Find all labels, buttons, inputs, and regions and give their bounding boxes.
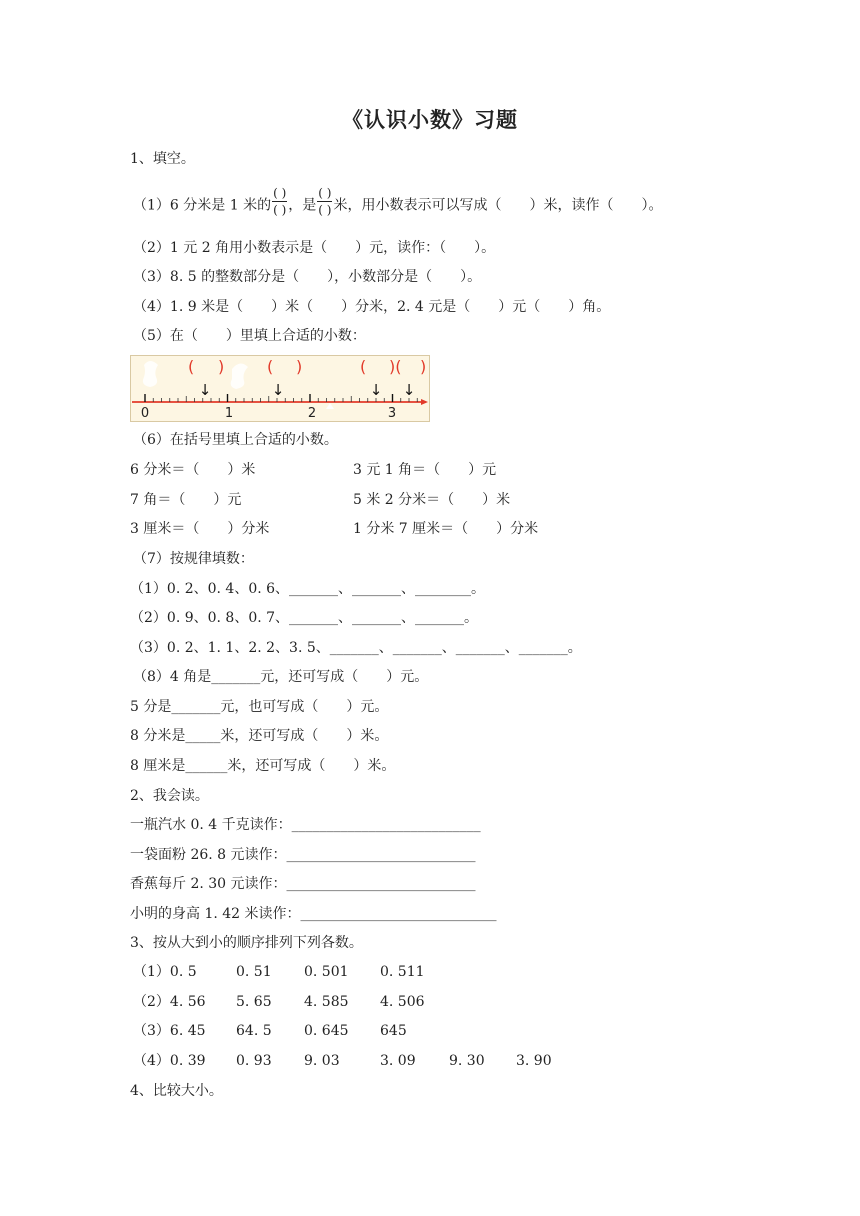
order-row-1-item-4: 0. 511 (380, 964, 425, 980)
question-1-2: （2）1 元 2 角用小数表示是（ ）元，读作：（ ）。 (133, 240, 496, 256)
order-row-3-item-3: 0. 645 (304, 1023, 349, 1039)
answer-paren-open-3: ( (360, 357, 367, 376)
answer-paren-open-1: ( (188, 357, 195, 376)
order-row-4-item-2: 0. 93 (236, 1053, 272, 1069)
fraction-2-numerator: ( ) (318, 186, 332, 200)
q6-row-3-left: 3 厘米＝（ ）分米 (130, 521, 270, 537)
arrow-1: ↓ (198, 381, 212, 399)
order-row-1-item-1: （1）0. 5 (133, 964, 197, 980)
q6-row-1-left: 6 分米＝（ ）米 (130, 462, 256, 478)
arrow-4: ↓ (402, 381, 416, 399)
section-3-heading: 3、按从大到小的顺序排列下列各数。 (130, 935, 363, 951)
q8-line-1: 5 分是_______元，也可写成（ ）元。 (130, 699, 389, 715)
order-row-4-item-3: 9. 03 (304, 1053, 340, 1069)
tick-label-0: 0 (140, 406, 150, 421)
q1-text-a: （1）6 分米是 1 米的 (133, 197, 272, 214)
answer-paren-close-open-34: )( (389, 357, 402, 376)
question-1-1 (133, 186, 663, 217)
section-1-heading: 1、填空。 (130, 151, 195, 167)
q8-line-2: 8 分米是_____米，还可写成（ ）米。 (130, 728, 389, 744)
order-row-4-item-5: 9. 30 (449, 1053, 485, 1069)
q8-line-3: 8 厘米是______米，还可写成（ ）米。 (130, 758, 396, 774)
q6-row-2-left: 7 角＝（ ）元 (130, 492, 242, 508)
page-title: 《认识小数》习题 (342, 108, 518, 132)
fraction-1-denominator: ( ) (273, 203, 287, 217)
fraction-2-denominator: ( ) (318, 203, 332, 217)
tick-label-3: 3 (387, 406, 397, 421)
order-row-2-item-4: 4. 506 (380, 994, 425, 1010)
q1-text-b: ，是 (288, 197, 317, 214)
q6-row-2-right: 5 米 2 分米＝（ ）米 (353, 492, 511, 508)
tick-label-1: 1 (224, 406, 234, 421)
q1-text-c: 米，用小数表示可以写成（ ）米，读作（ ）。 (333, 197, 663, 214)
q7-sequence-3: （3）0. 2、1. 1、2. 2、3. 5、_______、_______、_______、_______。 (130, 640, 582, 656)
arrow-2: ↓ (271, 381, 285, 399)
order-row-2-item-1: （2）4. 56 (133, 994, 206, 1010)
order-row-1-item-3: 0. 501 (304, 964, 349, 980)
question-1-5: （5）在（ ）里填上合适的小数： (133, 328, 366, 344)
question-1-8: （8）4 角是_______元，还可写成（ ）元。 (133, 669, 429, 685)
order-row-3-item-1: （3）6. 45 (133, 1023, 206, 1039)
q7-sequence-2: （2）0. 9、0. 8、0. 7、_______、_______、_______。 (130, 610, 479, 626)
question-1-3: （3）8. 5 的整数部分是（ ），小数部分是（ ）。 (133, 269, 482, 285)
question-1-4: （4）1. 9 米是（ ）米（ ）分米，2. 4 元是（ ）元（ ）角。 (133, 299, 611, 315)
read-line-3: 香蕉每斤 2. 30 元读作：___________________________ (130, 876, 476, 892)
read-line-4: 小明的身高 1. 42 米读作：____________________________ (130, 906, 497, 922)
number-line-figure (130, 355, 430, 422)
answer-paren-close-1: ) (218, 357, 225, 376)
q6-row-3-right: 1 分米 7 厘米＝（ ）分米 (353, 521, 539, 537)
order-row-2-item-3: 4. 585 (304, 994, 349, 1010)
order-row-3-item-4: 645 (380, 1023, 407, 1039)
order-row-4-item-1: （4）0. 39 (133, 1053, 206, 1069)
question-1-7: （7）按规律填数： (133, 551, 254, 567)
fraction-1-numerator: ( ) (273, 186, 287, 200)
q7-sequence-1: （1）0. 2、0. 4、0. 6、_______、_______、________。 (130, 581, 486, 597)
order-row-2-item-2: 5. 65 (236, 994, 272, 1010)
order-row-4-item-4: 3. 09 (380, 1053, 416, 1069)
answer-paren-close-4: ) (420, 357, 427, 376)
fraction-2 (317, 186, 332, 217)
arrow-3: ↓ (369, 381, 383, 399)
section-2-heading: 2、我会读。 (130, 788, 209, 804)
question-1-6: （6）在括号里填上合适的小数。 (133, 432, 338, 448)
answer-paren-open-2: ( (267, 357, 274, 376)
read-line-2: 一袋面粉 26. 8 元读作：___________________________ (130, 847, 476, 863)
fraction-1 (272, 186, 287, 217)
order-row-1-item-2: 0. 51 (236, 964, 272, 980)
read-line-1: 一瓶汽水 0. 4 千克读作：___________________________ (130, 817, 481, 833)
section-4-heading: 4、比较大小。 (130, 1083, 223, 1099)
tick-label-2: 2 (307, 406, 317, 421)
answer-paren-close-2: ) (296, 357, 303, 376)
order-row-3-item-2: 64. 5 (236, 1023, 272, 1039)
order-row-4-item-6: 3. 90 (516, 1053, 552, 1069)
q6-row-1-right: 3 元 1 角＝（ ）元 (353, 462, 497, 478)
